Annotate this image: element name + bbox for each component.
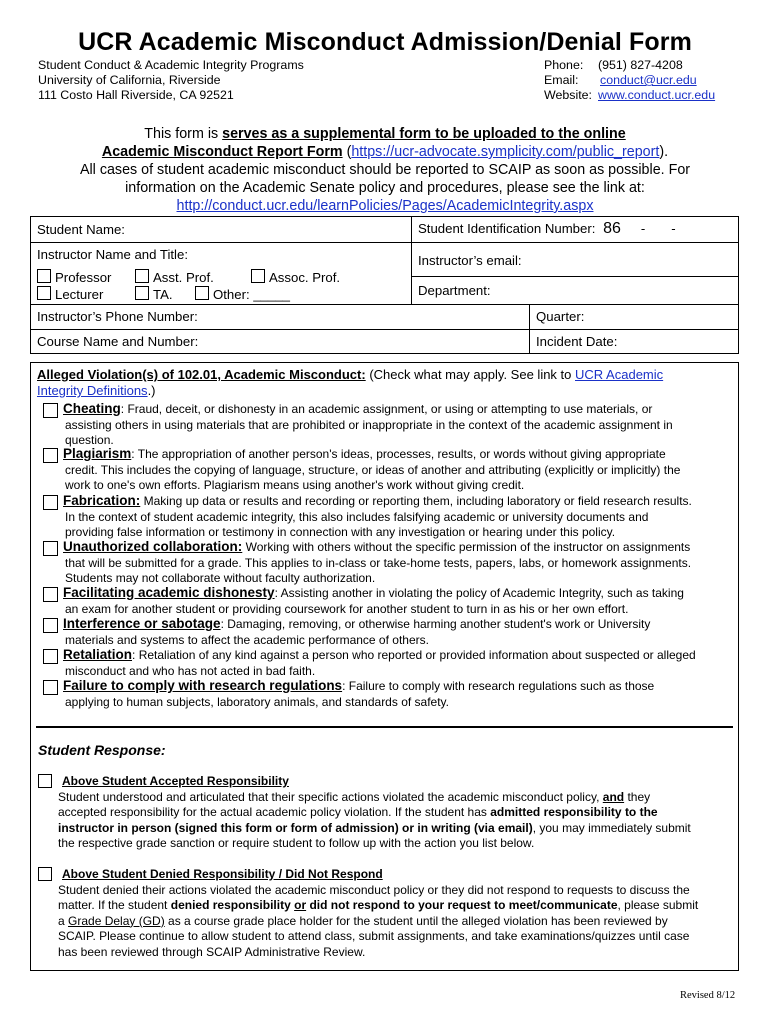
professor-checkbox[interactable] [37, 269, 51, 283]
facilitating-dishonesty-sep: : [274, 586, 281, 600]
integrity-definitions-link-1[interactable]: UCR Academic [575, 367, 664, 382]
instructor-name-label: Instructor Name and Title: [37, 247, 188, 262]
instructor-name-field[interactable] [31, 243, 412, 305]
email-label: Email: [544, 73, 579, 87]
unauthorized-collaboration-desc-2: that will be submitted for a grade. This applies to in-class or take-home tests, papers, labs, or homework assignments. [65, 555, 692, 570]
phone-value: (951) 827-4208 [598, 58, 683, 72]
fabrication-desc: Making up data or results and recording or reporting them, including laboratory or field research results. [143, 494, 692, 508]
violation-research-regulations [43, 678, 733, 710]
department-field[interactable] [412, 277, 739, 305]
street-address: 111 Costo Hall Riverside, CA 92521 [38, 88, 234, 102]
integrity-definitions-link-2[interactable]: Integrity Definitions [37, 383, 148, 398]
lecturer-label: Lecturer [55, 287, 104, 302]
interference-sabotage-sep: : [220, 617, 228, 631]
student-id-label: Student Identification Number: [418, 221, 596, 236]
research-regulations-sep: : [342, 679, 349, 693]
instructor-email-label: Instructor’s email: [418, 253, 522, 268]
accepted-line4: the respective grade sanction or require student to follow up with the action you list below. [58, 836, 535, 850]
facilitating-dishonesty-checkbox[interactable] [43, 587, 58, 602]
plagiarism-sep: : [131, 447, 138, 461]
quarter-label: Quarter: [536, 309, 585, 324]
denied-line1: Student denied their actions violated the academic misconduct policy or they did not respond to requests to discuss the [58, 882, 690, 897]
page-title: UCR Academic Misconduct Admission/Denial Form [78, 28, 692, 56]
intro-line3: All cases of student academic misconduct should be reported to SCAIP as soon as possible. For [79, 162, 691, 178]
accepted-line3-b: , you may immediately submit [532, 820, 691, 835]
incident-date-field[interactable] [530, 330, 739, 354]
violation-facilitating-dishonesty [43, 585, 733, 617]
cheating-name: Cheating [63, 401, 121, 416]
interference-sabotage-desc-2: materials and systems to affect the academic performance of others. [65, 632, 429, 647]
denied-grade-delay: Grade Delay (GD) [68, 913, 165, 928]
research-regulations-checkbox[interactable] [43, 680, 58, 695]
phone-label: Phone: [544, 58, 584, 72]
course-field[interactable] [31, 330, 530, 354]
student-id-dash-2: - [671, 221, 676, 236]
accepted-heading: Above Student Accepted Responsibility [62, 774, 289, 788]
professor-label: Professor [55, 270, 112, 285]
research-regulations-name: Failure to comply with research regulations [63, 678, 343, 693]
department-label: Department: [418, 283, 491, 298]
accepted-checkbox[interactable] [38, 774, 52, 788]
violation-plagiarism [43, 446, 733, 494]
website-link[interactable]: www.conduct.ucr.edu [598, 88, 716, 102]
denied-line2-or: or [294, 898, 307, 912]
intro-text [0, 125, 770, 215]
denied-line3-c: as a course grade place holder for the student until the alleged violation has been reviewed by [164, 913, 668, 928]
asst-prof-checkbox[interactable] [135, 269, 149, 283]
violation-unauthorized-collaboration [43, 539, 733, 587]
unauthorized-collaboration-name: Unauthorized collaboration: [63, 539, 243, 554]
unauthorized-collaboration-desc: Working with others without the specific permission of the instructor on assignments [245, 540, 691, 554]
instructor-phone-label: Instructor’s Phone Number: [37, 309, 198, 324]
response-denied [38, 867, 738, 960]
violations-header-end: .) [147, 383, 156, 398]
retaliation-sep: : [132, 648, 139, 662]
facilitating-dishonesty-desc: Assisting another in violating the policy of Academic Integrity, such as taking [280, 586, 684, 600]
course-label: Course Name and Number: [37, 334, 199, 349]
facilitating-dishonesty-desc-2: an exam for another student or providing coursework for another student to turn in as his or her own effort. [65, 601, 629, 616]
office-address [38, 58, 304, 103]
retaliation-name: Retaliation [63, 647, 133, 662]
denied-line2-g: , please submit [617, 898, 699, 912]
interference-sabotage-name: Interference or sabotage [63, 616, 221, 631]
intro-line4: information on the Academic Senate policy and procedures, please see the link at: [125, 180, 645, 196]
fabrication-desc-3: providing false information or testimony in connection with any investigation or hearing under this policy. [65, 525, 616, 539]
research-regulations-desc-2: applying to human subjects, laboratory animals, and standards of safety. [65, 694, 449, 709]
report-form-link[interactable]: https://ucr-advocate.symplicity.com/public_report [351, 144, 660, 160]
research-regulations-desc: Failure to comply with research regulations such as those [348, 679, 655, 693]
retaliation-checkbox[interactable] [43, 649, 58, 664]
denied-line2-b: denied responsibility [170, 898, 291, 912]
lecturer-checkbox[interactable] [37, 286, 51, 300]
info-table [30, 216, 739, 354]
unauthorized-collaboration-desc-3: Students may not collaborate without faculty authorization. [65, 571, 376, 585]
ta-label: TA. [153, 287, 173, 302]
website-label: Website: [544, 88, 592, 102]
student-id-field[interactable] [412, 217, 739, 243]
denied-line4: SCAIP. Please continue to allow student to attend class, submit assignments, and take examinations/quizzes until case [58, 929, 690, 943]
plagiarism-name: Plagiarism [63, 446, 132, 461]
accepted-line1-a: Student understood and articulated that their specific actions violated the academic misconduct policy, [58, 789, 603, 804]
student-name-field[interactable] [31, 217, 412, 243]
fabrication-name: Fabrication: [63, 493, 141, 508]
response-accepted [38, 774, 738, 852]
accepted-line1-and: and [602, 789, 625, 804]
retaliation-desc: Retaliation of any kind against a person who reported or provided information about suspected or alleged [138, 648, 696, 662]
interference-sabotage-checkbox[interactable] [43, 618, 58, 633]
student-id-prefix: 86 [603, 220, 621, 237]
cheating-desc-2: assisting others in using materials that are prohibited or inappropriate in the context of the academic assignment in [65, 417, 673, 432]
revision-note: Revised 8/12 [680, 990, 736, 1001]
retaliation-desc-2: misconduct and who has not acted in bad faith. [65, 663, 316, 678]
intro-line2-paren: ( [342, 144, 352, 160]
denied-checkbox[interactable] [38, 867, 52, 881]
assoc-prof-label: Assoc. Prof. [269, 270, 341, 285]
office-name: Student Conduct & Academic Integrity Programs [38, 58, 304, 72]
asst-prof-label: Asst. Prof. [153, 270, 214, 285]
cheating-sep: : [120, 402, 128, 416]
incident-date-label: Incident Date: [536, 334, 618, 349]
cheating-desc-3: question. [65, 433, 114, 447]
quarter-field[interactable] [530, 305, 739, 330]
violations-title: Alleged Violation(s) of 102.01, Academic Misconduct: [37, 367, 366, 382]
instructor-email-field[interactable] [412, 243, 739, 277]
facilitating-dishonesty-name: Facilitating academic dishonesty [63, 585, 275, 600]
plagiarism-checkbox[interactable] [43, 448, 58, 463]
report-form-name: Academic Misconduct Report Form [101, 144, 343, 160]
cheating-desc: Fraud, deceit, or dishonesty in an academic assignment, or using or attempting to use materials, or [127, 402, 653, 416]
contact-info [544, 58, 715, 103]
denied-line5: has been reviewed through SCAIP Administrative Review. [58, 944, 366, 959]
violations-instruction: (Check what may apply. See link to [365, 367, 575, 382]
ta-checkbox[interactable] [135, 286, 149, 300]
assoc-prof-checkbox[interactable] [251, 269, 265, 283]
violation-fabrication [43, 493, 733, 541]
student-id-dash-1: - [640, 221, 646, 236]
denied-heading: Above Student Denied Responsibility / Did Not Respond [62, 867, 383, 881]
denied-line2-f: did not respond to your request to meet/communicate [309, 898, 618, 912]
other-checkbox[interactable] [195, 286, 209, 300]
accepted-line3-a: instructor in person (signed this form or form of admission) or in writing (via email) [58, 820, 533, 835]
violation-interference-sabotage [43, 616, 733, 648]
intro-line2-end: ). [659, 144, 669, 160]
email-link[interactable]: conduct@ucr.edu [600, 73, 697, 87]
intro-line1-a: This form is [144, 126, 223, 142]
fabrication-desc-2: In the context of student academic integrity, this also includes falsifying academic or university documents and [65, 509, 649, 524]
other-blank[interactable]: _____ [253, 287, 290, 302]
plagiarism-desc: The appropriation of another person's ideas, processes, results, or words without giving appropriate [137, 447, 666, 461]
academic-integrity-link[interactable]: http://conduct.ucr.edu/learnPolicies/Pages/AcademicIntegrity.aspx [176, 198, 594, 214]
cheating-checkbox[interactable] [43, 403, 58, 418]
section-divider [36, 726, 733, 728]
violation-retaliation [43, 647, 733, 679]
denied-line3-a: a [58, 913, 69, 928]
violations-header [37, 367, 727, 399]
student-name-label: Student Name: [37, 222, 125, 237]
instructor-phone-field[interactable] [31, 305, 530, 330]
accepted-line1-c: they [624, 789, 651, 804]
university-name: University of California, Riverside [38, 73, 221, 87]
fabrication-checkbox[interactable] [43, 495, 58, 510]
accepted-line2-b: admitted responsibility to the [490, 805, 658, 819]
other-label: Other: [213, 287, 250, 302]
student-response-title: Student Response: [38, 742, 166, 758]
unauthorized-collaboration-checkbox[interactable] [43, 541, 58, 556]
intro-line1-b: serves as a supplemental form to be uploaded to the online [222, 126, 626, 142]
plagiarism-desc-2: credit. This includes the copying of language, structure, or ideas of another and attributing (explicitly or implicitly) the [65, 462, 681, 477]
plagiarism-desc-3: work to one's own efforts. Plagiarism means using another's work without giving credit. [65, 478, 525, 492]
denied-line2-a: matter. If the student [58, 898, 171, 912]
violation-cheating [43, 401, 733, 449]
interference-sabotage-desc: Damaging, removing, or otherwise harming another student's work or University [227, 617, 651, 631]
accepted-line2-a: accepted responsibility for the actual academic policy violation. If the student has [58, 805, 491, 819]
